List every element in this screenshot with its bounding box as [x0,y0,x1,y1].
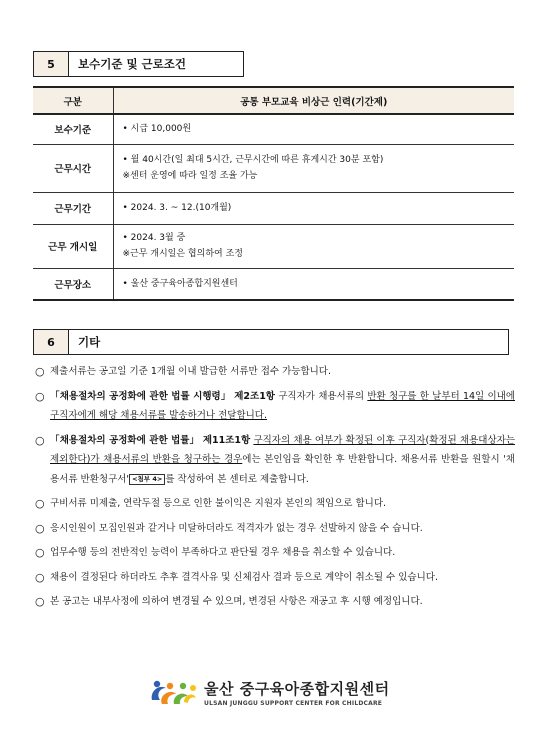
row-line: • 2024. 3월 중 [122,233,186,243]
law-reference: 「채용절차의 공정화에 관한 법률 시행령」 제2조1항 [50,390,275,402]
header-value: 공통 부모교육 비상근 인력(기간제) [113,87,514,114]
table-row [33,144,514,192]
header-label: 구분 [33,87,113,114]
list-item [35,543,515,563]
work-conditions-table [33,86,514,301]
row-note: ※근무 개시일은 협의하여 조정 [122,249,243,259]
logo-text [204,678,390,707]
row-value [113,192,514,224]
table-row [33,114,514,144]
section-title: 기타 [69,329,509,355]
table-row [33,192,514,224]
bullet-circle-icon: ○ [35,570,45,584]
section-6-header [33,329,509,355]
item-text: 응시인원이 모집인원과 같거나 미달하더라도 적격자가 없는 경우 선발하지 않을 수 습니다. [50,522,423,534]
row-line: • 울산 중구육아종합지원센터 [122,278,238,289]
row-value [113,268,514,300]
item-text: 업무수행 등의 전반적인 능력이 부족하다고 판단될 경우 채용을 취소할 수 있습니다. [50,547,396,558]
underlined-text: 반환 청구를 한 날부터 14일 이내에 구직자에게 해당 채용서류를 발송하거나 전달합니다. [50,390,515,421]
underlined-text: 구직자의 채용 여부가 확정된 이후 구직자(확정된 채용대상자는 제외한다)가 채용서류의 반환을 청구하는 경우 [50,434,515,465]
list-item [35,494,515,514]
section-number: 5 [33,51,69,77]
item-text: 채용이 결정된다 하더라도 추후 결격사유 및 신체검사 결과 등으로 계약이 취소될 수 있습니다. [50,571,438,583]
bullet-circle-icon: ○ [35,389,45,403]
notice-list [35,362,515,617]
table-row [33,224,514,268]
row-value [113,144,514,192]
row-note: ※센터 운영에 따라 일정 조율 가능 [122,171,258,181]
row-label: 근무장소 [33,268,113,300]
row-label: 근무기간 [33,192,113,224]
section-title: 보수기준 및 근로조건 [69,51,244,77]
section-number: 6 [33,329,69,355]
row-value [113,114,514,144]
table-row [33,268,514,300]
row-label: 근무시간 [33,144,113,192]
item-text: 를 작성하여 본 센터로 제출합니다. [165,473,309,485]
bullet-circle-icon: ○ [35,521,45,535]
list-item [35,362,515,382]
bullet-circle-icon: ○ [35,546,45,559]
row-line: • 월 40시간(일 최대 5시간, 근무시간에 따른 휴게시간 30분 포함) [122,155,384,165]
row-label: 보수기준 [33,114,113,144]
bullet-circle-icon: ○ [35,365,45,378]
list-item [35,431,515,490]
item-text: 제출서류는 공고일 기준 1개월 이내 발급한 서류만 접수 가능합니다. [50,366,332,377]
logo-name-english: ULSAN JUNGGU SUPPORT CENTER FOR CHILDCARE [204,699,383,707]
item-text: 본 공고는 내부사정에 의하여 변경될 수 있으며, 변경된 사항은 재공고 후 시행 예정입니다. [50,596,423,607]
center-logo [148,674,390,710]
list-item [35,519,515,539]
section-5-header [33,51,244,77]
item-text: 에는 본인임을 확인한 후 반환합니다. 채용서류 반환을 원할시 '채용서류 반환청구서' [50,454,515,485]
law-reference: 「채용절차의 공정화에 관한 법률」 제11조1항 [50,434,251,446]
row-line: • 시급 10,000원 [122,124,192,135]
center-logo-icon [148,674,200,710]
bullet-circle-icon: ○ [35,595,45,608]
row-line: • 2024. 3. ~ 12.(10개월) [122,203,232,213]
item-text: 구비서류 미제출, 연락두절 등으로 인한 불이익은 지원자 본인의 책임으로 합니다. [50,498,387,509]
row-value [113,224,514,268]
bullet-circle-icon: ○ [35,433,45,447]
logo-name-korean: 울산 중구육아종합지원센터 [204,679,390,698]
attachment-tag: <첨부 4> [129,474,165,485]
table-header-row [33,87,514,114]
list-item [35,387,515,426]
list-item [35,592,515,612]
bullet-circle-icon: ○ [35,497,45,510]
item-text: 구직자가 채용서류의 [274,390,368,402]
row-label: 근무 개시일 [33,224,113,268]
list-item [35,568,515,588]
